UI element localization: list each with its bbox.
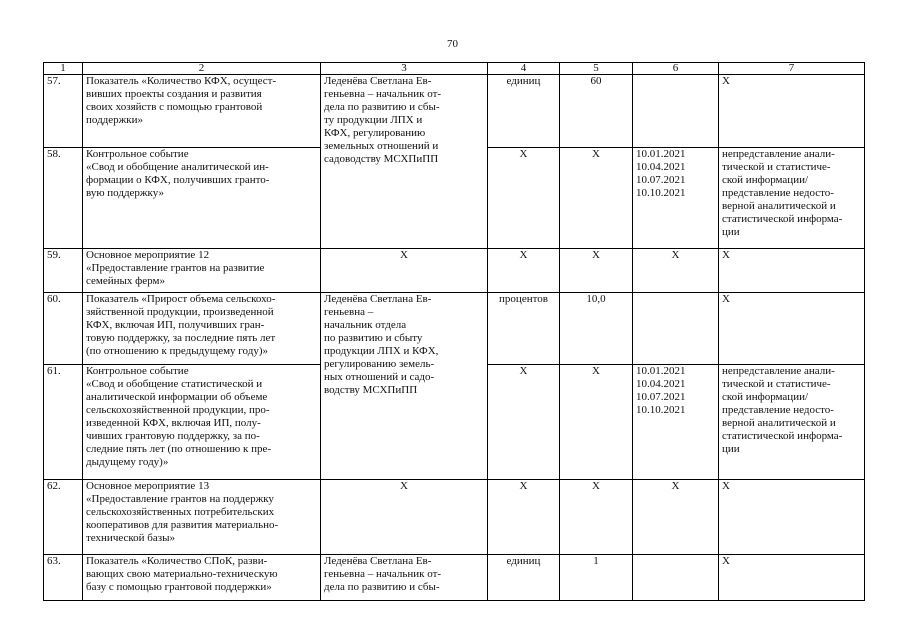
table-row <box>44 293 865 365</box>
table-row <box>44 480 865 555</box>
responsible-cell: Леденёва Светлана Ев- геньевна – начальник отдела по развитию и сбыту продукции ЛПХ и КФХ, регулированию земель- ных отношений и садо- водству МСХПиПП <box>321 293 488 480</box>
row-description: Основное мероприятие 12 «Предоставление грантов на развитие семейных ферм» <box>83 249 321 293</box>
column-header: 1 <box>44 63 83 75</box>
unit-cell: процентов <box>488 293 560 365</box>
row-number: 61. <box>44 365 83 480</box>
value-cell: 10,0 <box>560 293 633 365</box>
value-cell: X <box>560 480 633 555</box>
row-number: 63. <box>44 555 83 601</box>
dates-cell: X <box>633 249 719 293</box>
value-cell: X <box>560 365 633 480</box>
column-header: 3 <box>321 63 488 75</box>
row-number: 58. <box>44 148 83 249</box>
column-header: 4 <box>488 63 560 75</box>
risk-cell: X <box>719 555 865 601</box>
row-description: Основное мероприятие 13 «Предоставление грантов на поддержку сельскохозяйственных потребительских кооперативов для развития материально- технической базы» <box>83 480 321 555</box>
dates-cell <box>633 75 719 148</box>
unit-cell: X <box>488 365 560 480</box>
dates-cell: 10.01.2021 10.04.2021 10.07.2021 10.10.2021 <box>633 365 719 480</box>
row-number: 60. <box>44 293 83 365</box>
dates-cell <box>633 293 719 365</box>
table-row <box>44 75 865 148</box>
responsible-cell: Леденёва Светлана Ев- геньевна – начальник от- дела по развитию и сбы- <box>321 555 488 601</box>
page-number: 70 <box>447 38 458 50</box>
unit-cell: единиц <box>488 75 560 148</box>
row-description: Показатель «Количество КФХ, осущест- вивших проекты создания и развития своих хозяйств с помощью грантовой поддержки» <box>83 75 321 148</box>
value-cell: X <box>560 148 633 249</box>
risk-cell: X <box>719 75 865 148</box>
table-row <box>44 249 865 293</box>
responsible-cell: Леденёва Светлана Ев- геньевна – начальник от- дела по развитию и сбы- ту продукции ЛПХ и КФХ, регулированию земельных отношений и садоводству МСХПиПП <box>321 75 488 249</box>
unit-cell: X <box>488 249 560 293</box>
row-description: Контрольное событие «Свод и обобщение статистической и аналитической информации об объеме сельскохозяйственной продукции, про- изведенной КФХ, включая ИП, полу- чивших грантовую поддержку, за по- следние пять лет (по отношению к пре- дыдущему году)» <box>83 365 321 480</box>
row-number: 62. <box>44 480 83 555</box>
risk-cell: X <box>719 249 865 293</box>
dates-cell: X <box>633 480 719 555</box>
header-row <box>44 63 865 75</box>
value-cell: 1 <box>560 555 633 601</box>
dates-cell <box>633 555 719 601</box>
row-description: Показатель «Количество СПоК, разви- вающих свою материально-техническую базу с помощью грантовой поддержки» <box>83 555 321 601</box>
unit-cell: X <box>488 148 560 249</box>
row-number: 57. <box>44 75 83 148</box>
responsible-cell: X <box>321 480 488 555</box>
risk-cell: непредставление анали- тической и статистиче- ской информации/ представление недосто- верной аналитической и статистической информа- ции <box>719 148 865 249</box>
dates-cell: 10.01.2021 10.04.2021 10.07.2021 10.10.2021 <box>633 148 719 249</box>
column-header: 2 <box>83 63 321 75</box>
risk-cell: X <box>719 293 865 365</box>
row-description: Показатель «Прирост объема сельскохо- зяйственной продукции, произведенной КФХ, включая ИП, получивших гран- товую поддержку, за последние пять лет (по отношению к предыдущему году)» <box>83 293 321 365</box>
row-description: Контрольное событие «Свод и обобщение аналитической ин- формации о КФХ, получивших гранто- вую поддержку» <box>83 148 321 249</box>
value-cell: X <box>560 249 633 293</box>
unit-cell: единиц <box>488 555 560 601</box>
column-header: 6 <box>633 63 719 75</box>
column-header: 5 <box>560 63 633 75</box>
risk-cell: X <box>719 480 865 555</box>
unit-cell: X <box>488 480 560 555</box>
row-number: 59. <box>44 249 83 293</box>
risk-cell: непредставление анали- тической и статистиче- ской информации/ представление недосто- верной аналитической и статистической информа- ции <box>719 365 865 480</box>
column-header: 7 <box>719 63 865 75</box>
table-row <box>44 555 865 601</box>
value-cell: 60 <box>560 75 633 148</box>
plan-table <box>43 62 865 601</box>
responsible-cell: X <box>321 249 488 293</box>
